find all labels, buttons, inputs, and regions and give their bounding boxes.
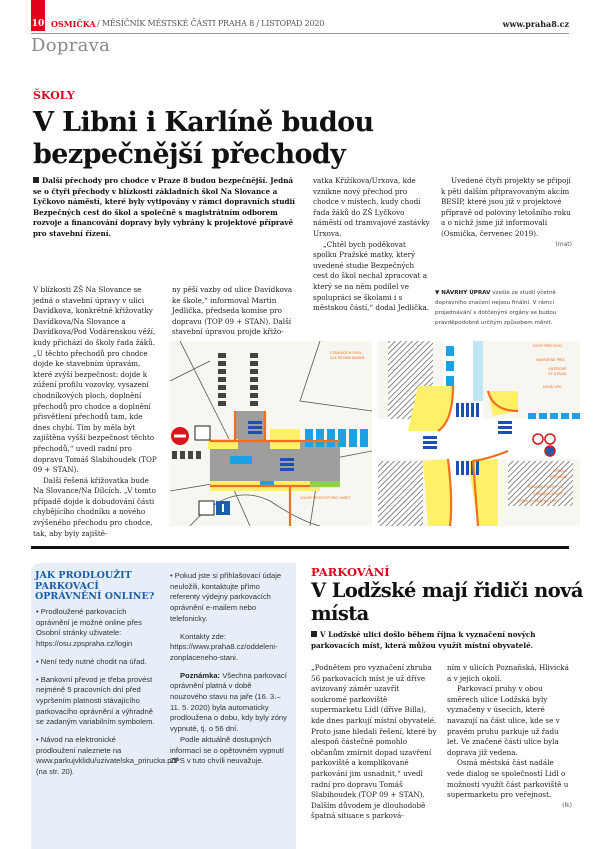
- caption-text: vzešlé ze studií včetně dopravního značení nejsou finální. V rámci projednávání s dotčenými orgány se budou pravděpodobně určitým způsobem měnit.: [435, 290, 557, 326]
- note-label: Poznámka:: [180, 670, 221, 680]
- section-title: Doprava: [31, 35, 111, 56]
- map-label: ÚPRAVA: [553, 469, 568, 473]
- map-label: NOVÁ VYSAZENÁ CHO: [518, 499, 558, 503]
- paragraph: „Chtěl bych poděkovat spolku Pražské matky, který uvedené studie Bezpečných cest do škol nechal zpracovat a který se na něm podílel ve spolupráci se školami i s městskou částí,“ dodal Jedlička.: [313, 239, 430, 313]
- bullet-item: • Pokud jste si přihlašovací údaje neuložili, kontaktujte přímo referenty výdejny parkovacích oprávnění e-mailem nebo telefonicky.: [170, 571, 282, 623]
- article2-col1: [311, 663, 437, 822]
- map-label: DLE ŘEŠENÍ RAMEN: [330, 356, 365, 360]
- page-number: 10: [31, 19, 45, 29]
- article1-kicker: ŠKOLY: [33, 89, 75, 102]
- article1-col4: [441, 176, 572, 250]
- paragraph: Osmá městská část nadále vede dialog se společností Lidl o možnosti využít část parkoviště u supermarketu pro veřejnost.: [447, 758, 569, 800]
- bullet-item: • Není tedy nutné chodit na úřad.: [36, 656, 147, 666]
- author-signature: (lk): [562, 801, 572, 809]
- article2-kicker: PARKOVÁNÍ: [311, 565, 390, 579]
- paragraph: ny pěší vazby od ulice Davídkova ke škole,“ informoval Martin Jedlička, předseda komise pro dopravu (TOP 09 + STAN). Další stavební úpravou projde křižo-: [172, 285, 293, 337]
- article2-headline: V Lodžské mají řidiči nová místa: [311, 579, 583, 625]
- map-label: VOLNÝ PROSTOR PRO UMÍST: [300, 496, 351, 500]
- map-label: VE STÁVAJ: [548, 372, 567, 376]
- map-label: PROJÍŽDĚ: [550, 475, 568, 479]
- article1-col2: [172, 285, 300, 338]
- paragraph: ním v ulicích Poznaňská, Hlivická a v jejich okolí.: [447, 663, 569, 683]
- article2-lead: [311, 630, 571, 651]
- paragraph: vatka Křižíkova/Urxova, kde vznikne nový přechod pro chodce v místech, kudy chodí řada žáků do ZŠ Lyčkovo náměstí od tramvajové zastávky Urxova.: [313, 176, 430, 238]
- info-box-col1: [36, 607, 178, 785]
- map-label: NOVÝ PŘECHOD: [533, 344, 562, 348]
- article2-lead-text: V Lodžské ulici došlo během října k vyznačení nových parkovacích míst, která můžou využít místní obyvatelé.: [311, 630, 536, 650]
- author-signature: (mat): [555, 240, 572, 248]
- article2-col2: [447, 663, 572, 811]
- map-caption: [435, 288, 585, 328]
- map-label: STÁVAJÍCÍ VPUSŤ K: [533, 492, 567, 496]
- brand-name: OSMIČKA: [51, 19, 96, 29]
- crossing-plan-right: [378, 341, 580, 526]
- bullet-item: • Prodloužené parkovacích oprávnění je možné online přes Osobní stránky uživatele: https://osu.zpspraha.cz/login: [36, 607, 142, 649]
- map-label: NAVRŽENÉ PŘIS: [536, 358, 565, 362]
- header-divider: [31, 33, 569, 34]
- article1-lead-text: Další přechody pro chodce v Praze 8 budou bezpečnější. Jedná se o čtyři přechody v blízkosti základních škol Na Slovance a Lyčkovo náměstí, které byly vytipovány v rámci dopravních studií Bezpečných cest do škol a společně s magistrátním odborem rozvoje a financování dopravy byly vybrány k projektové přípravě pro stavební řízení.: [33, 176, 296, 238]
- article1-col3: [313, 176, 431, 314]
- caption-label: ▼ NÁVRHY ÚPRAV: [435, 290, 491, 296]
- lead-square-icon: [311, 631, 317, 637]
- note-text: Všechna parkovací oprávnění platná v době nouzového stavu na jaře (16. 3.–11. 5. 2020) byla automaticky prodloužena o dobu, kdy byly zóny vypnuté, tj. o 56 dní.: [170, 670, 287, 734]
- lead-square-icon: [33, 177, 39, 183]
- article1-headline: V Libni i Karlíně budou bezpečnější přechody: [33, 107, 374, 170]
- bullet-item: • Bankovní převod je třeba provést nejméně 5 pracovních dní před vypršením platnosti stávajícího parkovacího oprávnění a výhradně se zadaným variabilním symbolem.: [36, 674, 155, 727]
- map-label: STÁVAJÍCÍCH OVOL: [330, 351, 363, 355]
- paragraph: V blízkosti ZŠ Na Slovance se jedná o stavební úpravy v ulici Davídkova, konkrétně křižovatky Davídkova/Na Slovance a Davídkova/Pod Vodárenskou věží, kudy přichází do školy řada žáků. „U těchto přechodů pro chodce dojde ke stavebním úpravám, které zvýší bezpečnost: dojde k zúžení profilu vozovky, vysazení chodníkových ploch, doplnění přechodů pro chodce a doplnění přisvětlení přechodů tam, kde dnes chybí. Tím by měla být zajištěna vyšší bezpečnost těchto přechodů,“ uvedl radní pro dopravu Tomáš Slabihoudek (TOP 09 + STAN).: [33, 285, 157, 475]
- article1-lead: [33, 176, 298, 240]
- map-label: VJEZDOVÉ: [548, 367, 567, 371]
- article-divider: [31, 546, 569, 549]
- info-box-col2: [170, 571, 290, 767]
- info-box-title: JAK PRODLOUŽIT PARKOVACÍ OPRÁVNĚNÍ ONLINE?: [35, 570, 155, 602]
- crossing-plan-left: [170, 341, 372, 526]
- map-label: STÁVAJÍCÍ SLOUP VC: [528, 485, 564, 489]
- website-link[interactable]: www.praha8.cz: [502, 19, 569, 29]
- paragraph: Podle aktuálně dostupných informací se o opětovném vypnutí ZPS v tuto chvíli neuvažuje.: [170, 734, 284, 766]
- contacts-text: Kontakty zde: https://www.praha8.cz/oddeleni-zonplaceneho-stani.: [170, 631, 278, 662]
- paragraph: Další řešená křižovatka bude Na Slovance/Na Dílcích. „V tomto případě dojde k dobudování části chybějícího chodníku a nového zvýšeného přechodu pro chodce, tak, aby byly zajiště-: [33, 475, 156, 538]
- paragraph: Uvedené čtyři projekty se připojí k pěti dalším připravovaným akcím BESIP, které jsou již v projektové přípravě od poloviny letošního roku a o nichž jsme již informovali (Osmička, červenec 2019).: [441, 176, 571, 238]
- paragraph: „Podnětem pro vyznačení zhruba 56 parkovacích míst je už dříve avizovaný záměr uzavřít soukromé parkoviště supermarketu Lidl (dříve Billa), kde dnes parkují místní obyvatelé. Proto jsme hledali řešení, které by alespoň částečně pomohlo občanům zmírnit dopad uzavření parkoviště a komplikované parkování jim usnadnit,“ uvedl radní pro dopravu Tomáš Slabihoudek (TOP 09 + STAN). Dalším důvodem je dlouhodobě špatná situace s parková-: [311, 663, 437, 821]
- publication-info: / MĚSÍČNÍK MĚSTSKÉ ČÁSTI PRAHA 8 / LISTOPAD 2020: [97, 19, 325, 28]
- article1-col1: [33, 285, 161, 539]
- map-label: NOVÁ VPU: [543, 385, 562, 389]
- bullet-item: • Návod na elektronické prodloužení naleznete na www.parkujvklidu/uzivatelska_prirucka.pdf (na str. 20).: [36, 735, 178, 777]
- paragraph: Parkovací pruhy v obou směrech ulice Lodžská byly vyznačeny v úsecích, které navazují na část ulice, kde se v pravém pruhu parkuje už řadu let. Ve značené části ulice byla doprava již vedena.: [447, 684, 560, 757]
